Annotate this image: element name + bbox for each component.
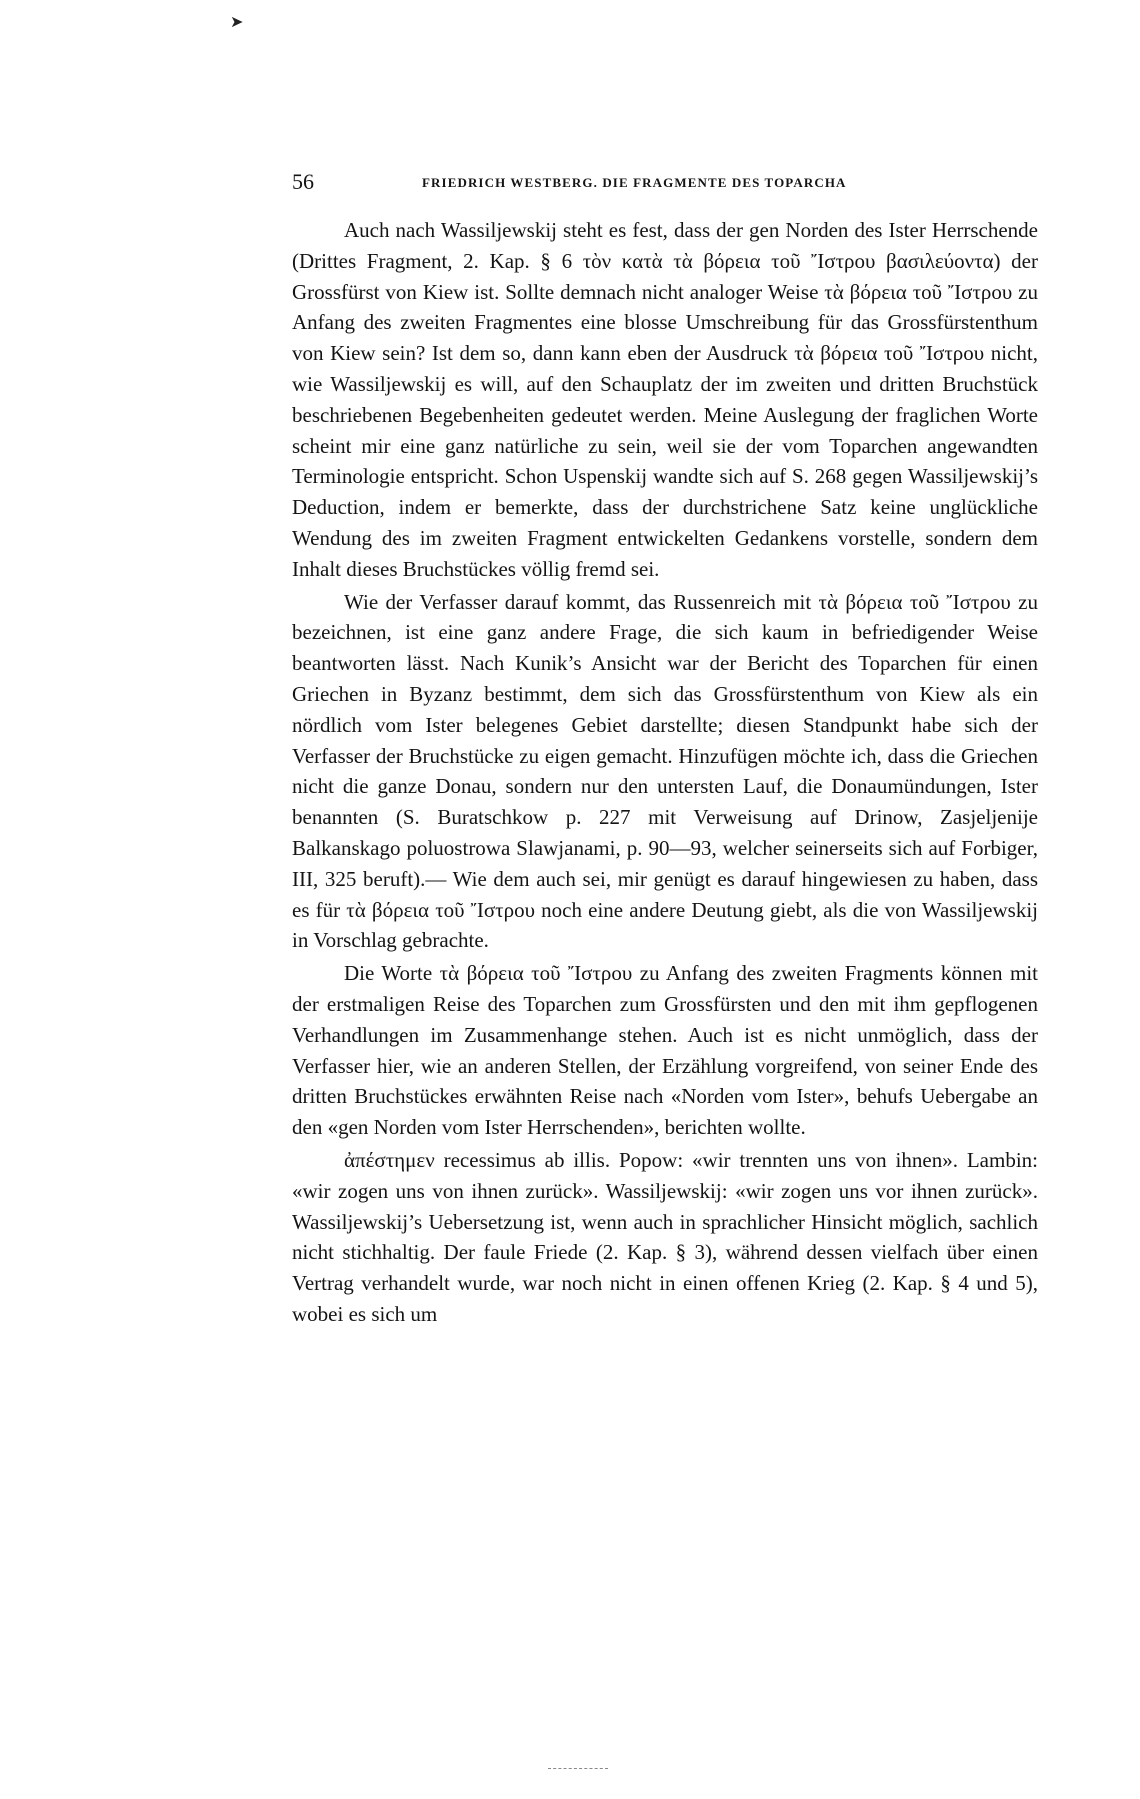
ink-mark: ➤ <box>230 14 244 31</box>
paragraph-3: Die Worte τὰ βόρεια τοῦ Ἴστρου zu Anfang des zweiten Fragments können mit der erstmaligen Reise des Toparchen zum Grossfürsten und den mit ihm gepflogenen Verhandlungen im Zusammenhange stehen. Auch ist es nicht unmöglich, dass der Verfasser hier, wie an anderen Stellen, der Erzählung vorgreifend, von seiner Ende des dritten Bruchstückes erwähnten Reise nach «Norden vom Ister», behufs Uebergabe an den «gen Norden vom Ister Herrschenden», berichten wollte. <box>292 961 1038 1140</box>
running-head: FRIEDRICH WESTBERG. DIE FRAGMENTE DES TOPARCHA <box>422 175 847 190</box>
page-number: 56 <box>292 169 314 194</box>
bottom-rule <box>548 1768 608 1769</box>
paragraph-1: Auch nach Wassiljewskij steht es fest, dass der gen Norden des Ister Herrschende (Drittes Fragment, 2. Kap. § 6 τὸν κατὰ τὰ βόρεια τοῦ Ἴστρου βασιλεύοντα) der Grossfürst von Kiew ist. Sollte demnach nicht analoger Weise τὰ βόρεια τοῦ Ἴστρου zu Anfang des zweiten Fragmentes eine blosse Umschreibung für das Grossfürstenthum von Kiew sein? Ist dem so, dann kann eben der Ausdruck τὰ βόρεια τοῦ Ἴστρου nicht, wie Wassiljewskij es will, auf den Schauplatz der im zweiten und dritten Bruchstück beschriebenen Begebenheiten gedeutet werden. Meine Auslegung der fraglichen Worte scheint mir eine ganz natürliche zu sein, weil sie der vom Toparchen angewandten Terminologie entspricht. Schon Uspenskij wandte sich auf S. 268 gegen Wassiljewskij’s Deduction, indem er bemerkte, dass der durchstrichene Satz keine unglückliche Wendung des im zweiten Fragment entwickelten Gedankens vorstelle, sondern dem Inhalt dieses Bruchstückes völlig fremd sei. <box>292 218 1038 581</box>
page-header <box>292 166 1042 198</box>
paragraph-2: Wie der Verfasser darauf kommt, das Russenreich mit τὰ βόρεια τοῦ Ἴστρου zu bezeichnen, ist eine ganz andere Frage, die sich kaum in befriedigender Weise beantworten lässt. Nach Kunik’s Ansicht war der Bericht des Toparchen für einen Griechen in Byzanz bestimmt, dem sich das Grossfürstenthum von Kiew als ein nördlich vom Ister belegenes Gebiet darstellte; diesen Standpunkt habe sich der Verfasser der Bruchstücke zu eigen gemacht. Hinzufügen möchte ich, dass die Griechen nicht die ganze Donau, sondern nur den untersten Lauf, die Donaumündungen, Ister benannten (S. Buratschkow p. 227 mit Verweisung auf Drinow, Zasjeljenije Balkanskago poluostrowa Slawjanami, p. 90—93, welcher seinerseits sich auf Forbiger, III, 325 beruft).— Wie dem auch sei, mir genügt es darauf hingewiesen zu haben, dass es für τὰ βόρεια τοῦ Ἴστρου noch eine andere Deutung giebt, als die von Wassiljewskij in Vorschlag gebrachte. <box>292 589 1038 953</box>
paragraph-4: ἀπέστημεν recessimus ab illis. Popow: «wir trennten uns von ihnen». Lambin: «wir zogen uns von ihnen zurück». Wassiljewskij: «wir zogen uns vor ihnen zurück». Wassiljewskij’s Uebersetzung ist, wenn auch in sprachlicher Hinsicht möglich, sachlich nicht stichhaltig. Der faule Friede (2. Kap. § 3), während dessen vielfach über einen Vertrag verhandelt wurde, war noch nicht in einen offenen Krieg (2. Kap. § 4 und 5), wobei es sich um <box>292 1147 1038 1326</box>
body-text <box>292 215 1038 1330</box>
